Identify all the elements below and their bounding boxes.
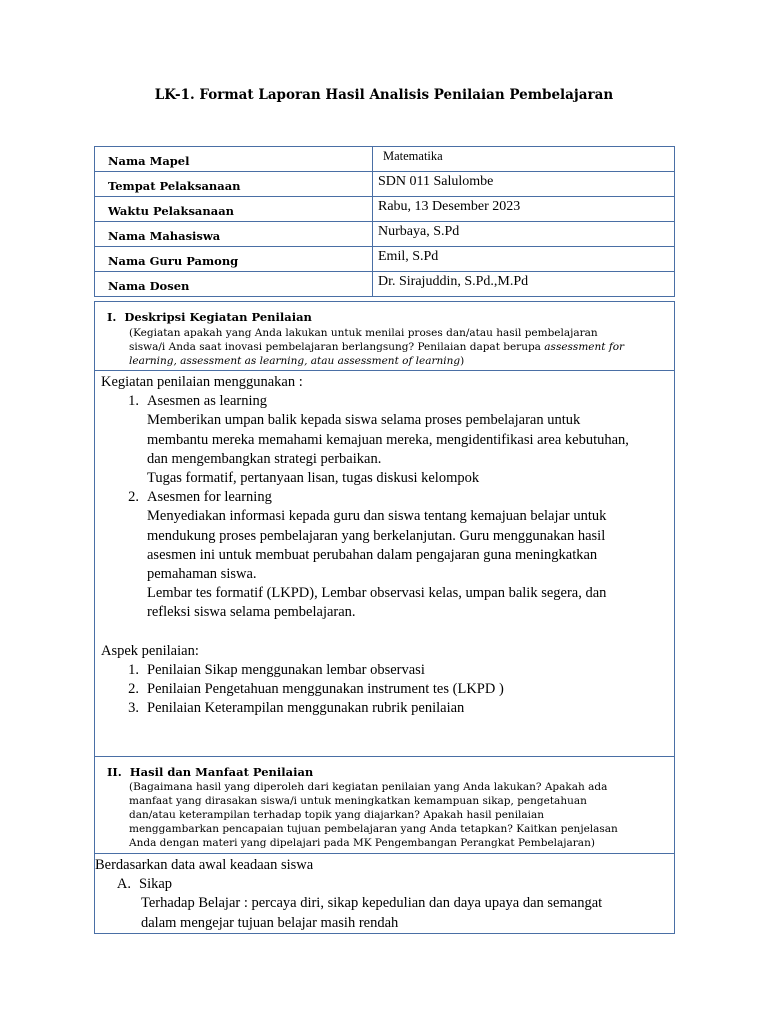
sub-a-line2: dalam mengejar tujuan belajar masih rendah [141,914,399,931]
sub-a-letter: A. [116,876,131,893]
sub-a-title: Sikap [139,876,173,893]
value-nama-mahasiswa: Nurbaya, S.Pd [373,222,675,247]
item2-line2: mendukung proses pembelajaran yang berkelanjutan. Guru menggunakan hasil [147,527,606,544]
section2-intro: Berdasarkan data awal keadaan siswa [95,857,314,873]
section2-body [94,853,675,934]
section1-intro: Kegiatan penilaian menggunakan : [101,374,303,390]
section2-desc-line2: manfaat yang dirasakan siswa/i untuk meningkatkan kemampuan sikap, pengetahuan [129,795,587,807]
sub-a-line1: Terhadap Belajar : percaya diri, sikap kepedulian dan daya upaya dan semangat [141,895,603,912]
section2-numeral: II. [107,765,122,779]
table-row [95,222,675,247]
aspek3-text: Penilaian Keterampilan menggunakan rubrik penilaian [147,700,465,717]
table-row [95,272,675,297]
label-nama-mahasiswa: Nama Mahasiswa [95,222,373,247]
list-item [101,488,674,507]
section1-body [94,370,675,757]
value-waktu-pelaksanaan: Rabu, 13 Desember 2023 [373,197,675,222]
aspek1-number: 1. [128,661,139,678]
list-item [95,875,674,894]
item2-number: 2. [128,489,139,506]
section1-title-line [107,310,674,324]
item2-description [101,507,674,622]
table-row [95,247,675,272]
section1-title: Deskripsi Kegiatan Penilaian [124,310,312,324]
value-tempat-pelaksanaan: SDN 011 Salulombe [373,172,675,197]
aspek3-number: 3. [128,700,139,717]
item2-line5: Lembar tes formatif (LKPD), Lembar observasi kelas, umpan balik segera, dan [147,585,607,602]
table-row [95,147,675,172]
label-tempat-pelaksanaan: Tempat Pelaksanaan [95,172,373,197]
sub-a-description [95,894,674,932]
aspek1-text: Penilaian Sikap menggunakan lembar observasi [147,661,425,678]
section1-desc-line3-italic: learning, assessment as learning, atau assessment of learning [129,355,461,367]
document-title: LK-1. Format Laporan Hasil Analisis Penilaian Pembelajaran [154,87,614,103]
item1-number: 1. [128,393,139,410]
item2-line4: pemahaman siswa. [147,566,257,583]
label-waktu-pelaksanaan: Waktu Pelaksanaan [95,197,373,222]
section1-desc-line3 [129,354,674,368]
label-nama-guru-pamong: Nama Guru Pamong [95,247,373,272]
section2-title: Hasil dan Manfaat Penilaian [129,765,314,779]
item2-line6: refleksi siswa selama pembelajaran. [147,604,356,621]
section2-desc-line3: dan/atau keterampilan terhadap topik yang diajarkan? Apakah hasil penilaian [129,809,545,821]
value-nama-dosen: Dr. Sirajuddin, S.Pd.,M.Pd [373,272,675,297]
item1-description [101,411,674,488]
item1-line3: dan mengembangkan strategi perbaikan. [147,450,382,467]
aspek2-number: 2. [128,681,139,698]
section1-desc-line2-italic: assessment for [544,341,625,353]
aspek-title: Aspek penilaian: [101,642,199,659]
section2-title-line [107,765,674,779]
label-nama-dosen: Nama Dosen [95,272,373,297]
section2-desc-line1: (Bagaimana hasil yang diperoleh dari kegiatan penilaian yang Anda lakukan? Apakah ada [129,781,608,793]
item1-line1: Memberikan umpan balik kepada siswa selama proses pembelajaran untuk [147,412,581,429]
list-item [101,661,674,680]
section1-numeral: I. [107,310,117,324]
value-nama-guru-pamong: Emil, S.Pd [373,247,675,272]
item2-line1: Menyediakan informasi kepada guru dan siswa tentang kemajuan belajar untuk [147,508,607,525]
section2-desc-line5: Anda dengan materi yang dipelajari pada MK Pengembangan Perangkat Pembelajaran) [129,837,595,849]
item2-line3: asesmen ini untuk membuat perubahan dalam pengajaran guna meningkatkan [147,546,598,563]
item1-title: Asesmen as learning [147,393,267,410]
item1-line4: Tugas formatif, pertanyaan lisan, tugas diskusi kelompok [147,470,480,487]
item2-title: Asesmen for learning [147,489,272,506]
value-nama-mapel: Matematika [373,147,675,172]
table-row [95,172,675,197]
section1-desc-line2-text: siswa/i Anda saat inovasi pembelajaran berlangsung? Penilaian dapat berupa [129,341,545,353]
section2-desc-line4: menggambarkan pencapaian tujuan pembelajaran yang Anda tetapkan? Kaitkan penjelasan [129,823,618,835]
aspek2-text: Penilaian Pengetahuan menggunakan instrument tes (LKPD ) [147,681,504,698]
section1-header [94,301,675,371]
identity-table [94,146,675,297]
table-row [95,197,675,222]
list-item [101,699,674,718]
section1-desc-line3-end: ) [460,355,465,367]
section1-desc-line1: (Kegiatan apakah yang Anda lakukan untuk menilai proses dan/atau hasil pembelajaran [129,327,598,339]
item1-line2: membantu mereka memahami kemajuan mereka, mengidentifikasi area kebutuhan, [147,431,629,448]
list-item [101,680,674,699]
label-nama-mapel: Nama Mapel [95,147,373,172]
section2-header [94,756,675,854]
list-item [101,392,674,411]
section1-desc-line2 [129,340,674,354]
